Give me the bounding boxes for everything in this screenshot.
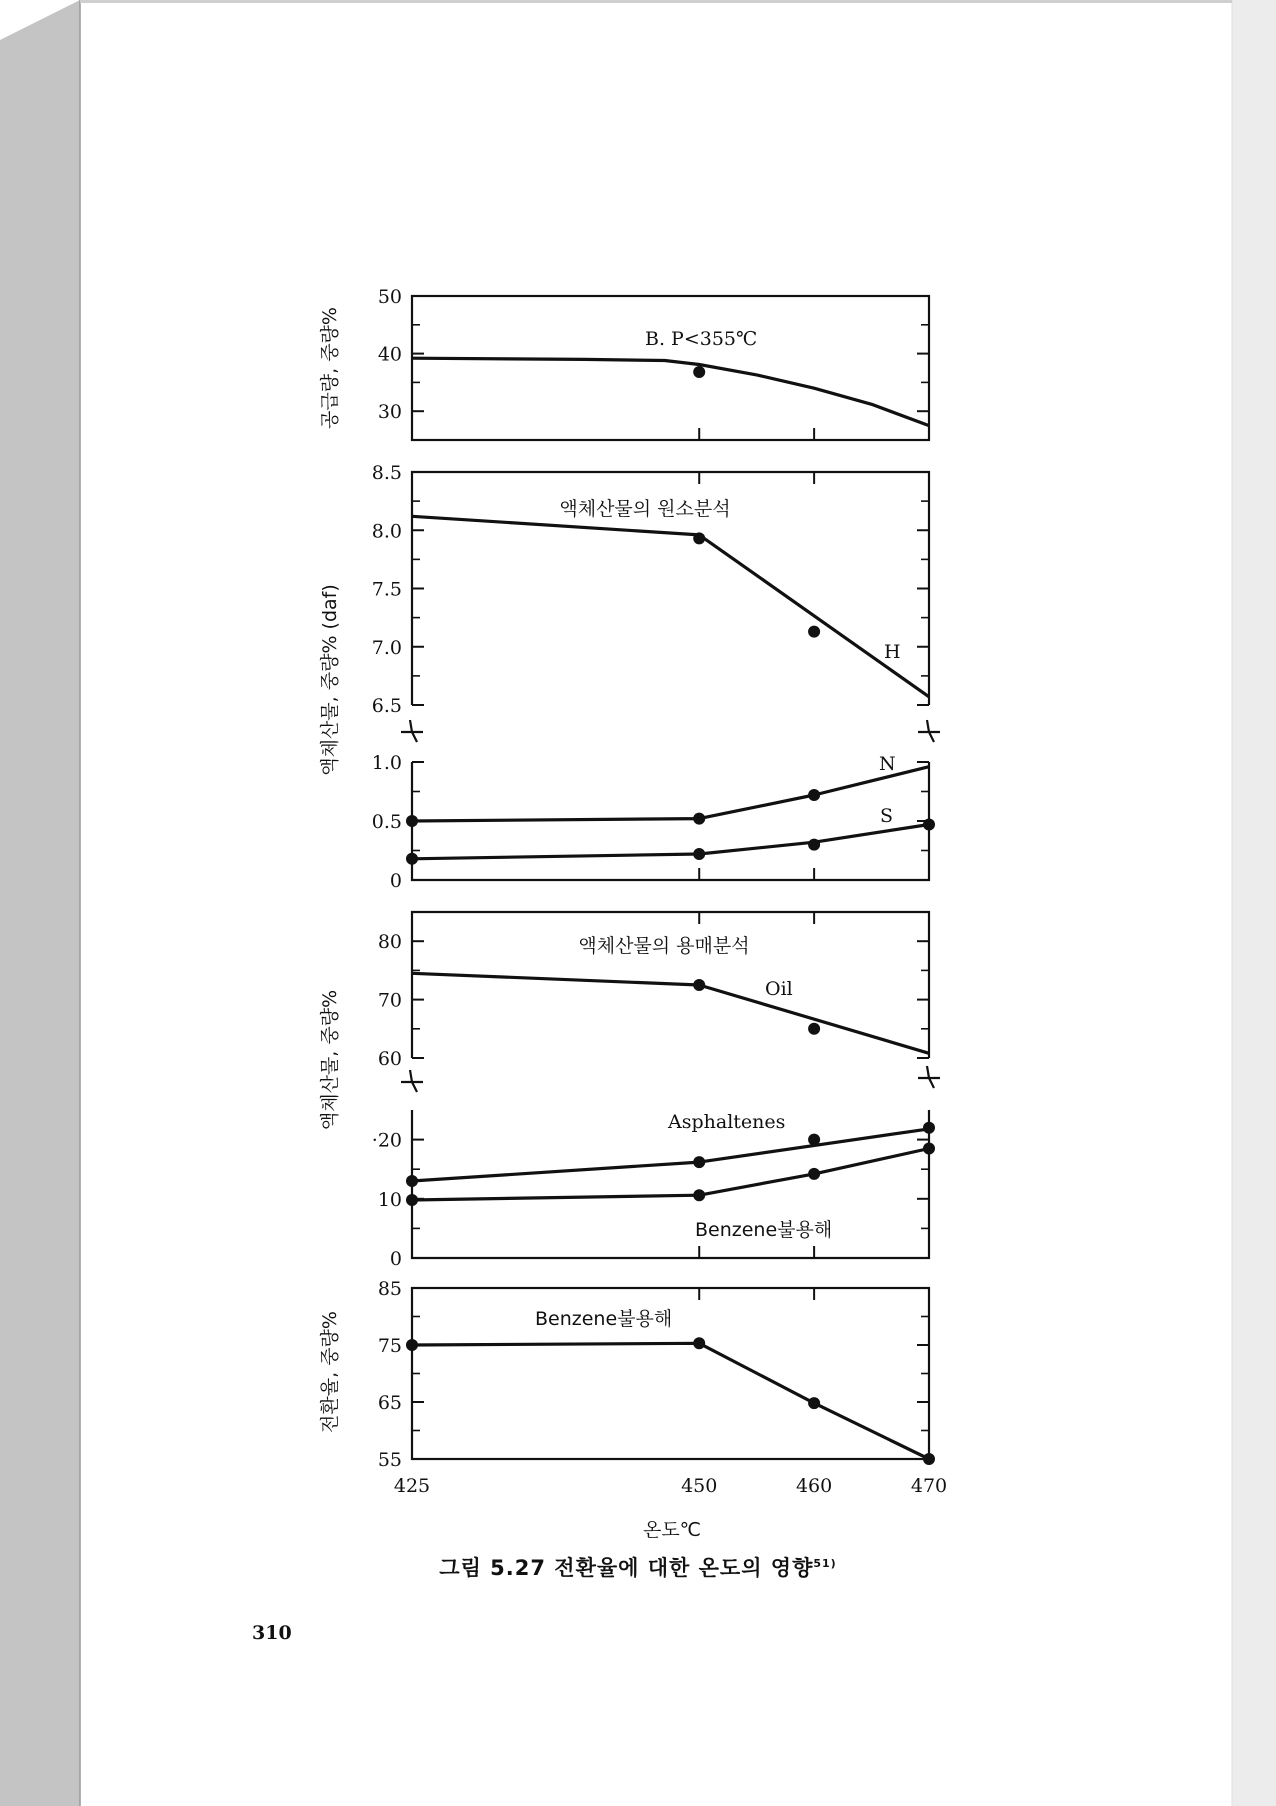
- panel-elemental-analysis: [319, 462, 940, 892]
- data-point-h: [693, 532, 705, 544]
- page-number: 310: [252, 1622, 292, 1644]
- y-tick-label: 10: [377, 1188, 402, 1211]
- y-tick-label: 75: [377, 1335, 402, 1357]
- data-point-benzene-insoluble: [406, 1194, 418, 1206]
- y-tick-label: 40: [377, 343, 402, 366]
- data-point-n: [693, 813, 705, 825]
- figure-caption: [0, 1552, 1276, 1582]
- y-tick-label: 1.0: [371, 752, 402, 774]
- panel-title: Benzene불용해: [535, 1308, 673, 1330]
- y-tick-label: 6.5: [371, 695, 402, 717]
- data-point-s: [693, 848, 705, 860]
- y-tick-label: 30: [377, 401, 402, 424]
- y-tick-label: 0: [389, 870, 402, 892]
- series-label-n: N: [879, 753, 896, 775]
- axis-break-mark: [401, 720, 423, 742]
- plot-frame: [412, 296, 929, 440]
- x-tick-label: 450: [681, 1475, 718, 1497]
- data-point-s: [923, 819, 935, 831]
- series-line-h: [412, 516, 929, 697]
- data-point-benzene-insoluble: [923, 1143, 935, 1155]
- axis-break-mark: [401, 1070, 423, 1092]
- y-tick-label: 8.5: [371, 462, 402, 484]
- y-tick-label: 85: [377, 1278, 402, 1300]
- data-point-n: [808, 789, 820, 801]
- axis-break-mark: [918, 1066, 940, 1088]
- caption-text: 그림 5.27 전환율에 대한 온도의 영향: [439, 1556, 814, 1580]
- x-axis-label: 온도℃: [642, 1519, 702, 1541]
- series-line-oil: [412, 973, 929, 1053]
- y-tick-label: 50: [377, 286, 402, 308]
- data-point-n: [406, 815, 418, 827]
- series-label-bp355: B. P<355℃: [645, 328, 758, 350]
- x-tick-label: 460: [795, 1475, 833, 1497]
- y-tick-label: ·20: [371, 1129, 402, 1152]
- y-tick-label: 0: [389, 1248, 402, 1270]
- y-tick-label: 8.0: [371, 520, 402, 543]
- y-axis-label: 액체산물, 중량%: [319, 989, 341, 1131]
- y-tick-label: 7.0: [371, 636, 402, 659]
- series-label-benzene-insoluble: Benzene불용해: [695, 1219, 833, 1241]
- series-line-asphaltenes: [412, 1129, 929, 1181]
- data-point: [406, 1339, 418, 1351]
- data-point-oil: [808, 1023, 820, 1035]
- y-tick-label: 70: [377, 989, 402, 1012]
- data-point-asphaltenes: [693, 1156, 705, 1168]
- series-label-oil: Oil: [765, 978, 793, 1000]
- panel-title: 액체산물의 원소분석: [559, 498, 731, 520]
- data-point-benzene-insoluble: [693, 1189, 705, 1201]
- panel-solvent-analysis: [319, 912, 940, 1270]
- y-tick-label: 55: [377, 1449, 402, 1471]
- data-point: [693, 366, 705, 378]
- data-point-asphaltenes: [808, 1134, 820, 1146]
- series-line: [412, 1343, 929, 1459]
- data-point-asphaltenes: [406, 1175, 418, 1187]
- data-point: [808, 1397, 820, 1409]
- data-point: [693, 1337, 705, 1349]
- panel-feed-bp355: [319, 286, 929, 440]
- series-line: [412, 358, 929, 425]
- y-tick-label: 80: [377, 931, 402, 954]
- data-point-asphaltenes: [923, 1122, 935, 1134]
- series-line-n: [412, 767, 929, 821]
- y-tick-label: 7.5: [371, 578, 402, 601]
- y-axis-label: 공급량, 중량%: [319, 307, 341, 429]
- y-tick-label: 65: [377, 1392, 402, 1414]
- y-axis-label: 전환율, 중량%: [319, 1311, 341, 1433]
- caption-reference: 51): [813, 1557, 837, 1570]
- axis-break-mark: [918, 720, 940, 742]
- panel-title: 액체산물의 용매분석: [578, 935, 750, 957]
- series-label-asphaltenes: Asphaltenes: [668, 1111, 786, 1133]
- series-line-s: [412, 825, 929, 859]
- x-tick-label: 470: [910, 1475, 948, 1497]
- series-label-h: H: [884, 641, 901, 663]
- y-axis-label: 액체산물, 중량% (daf): [319, 584, 341, 776]
- data-point-s: [808, 839, 820, 851]
- series-line-benzene-insoluble: [412, 1149, 929, 1201]
- y-tick-label: 60: [377, 1048, 402, 1070]
- y-tick-label: 0.5: [371, 811, 402, 833]
- x-tick-label: 425: [393, 1475, 431, 1497]
- data-point-h: [808, 626, 820, 638]
- panel-conversion: [319, 1278, 947, 1541]
- data-point-oil: [693, 979, 705, 991]
- series-label-s: S: [880, 805, 894, 827]
- data-point-s: [406, 853, 418, 865]
- data-point: [923, 1453, 935, 1465]
- data-point-benzene-insoluble: [808, 1168, 820, 1180]
